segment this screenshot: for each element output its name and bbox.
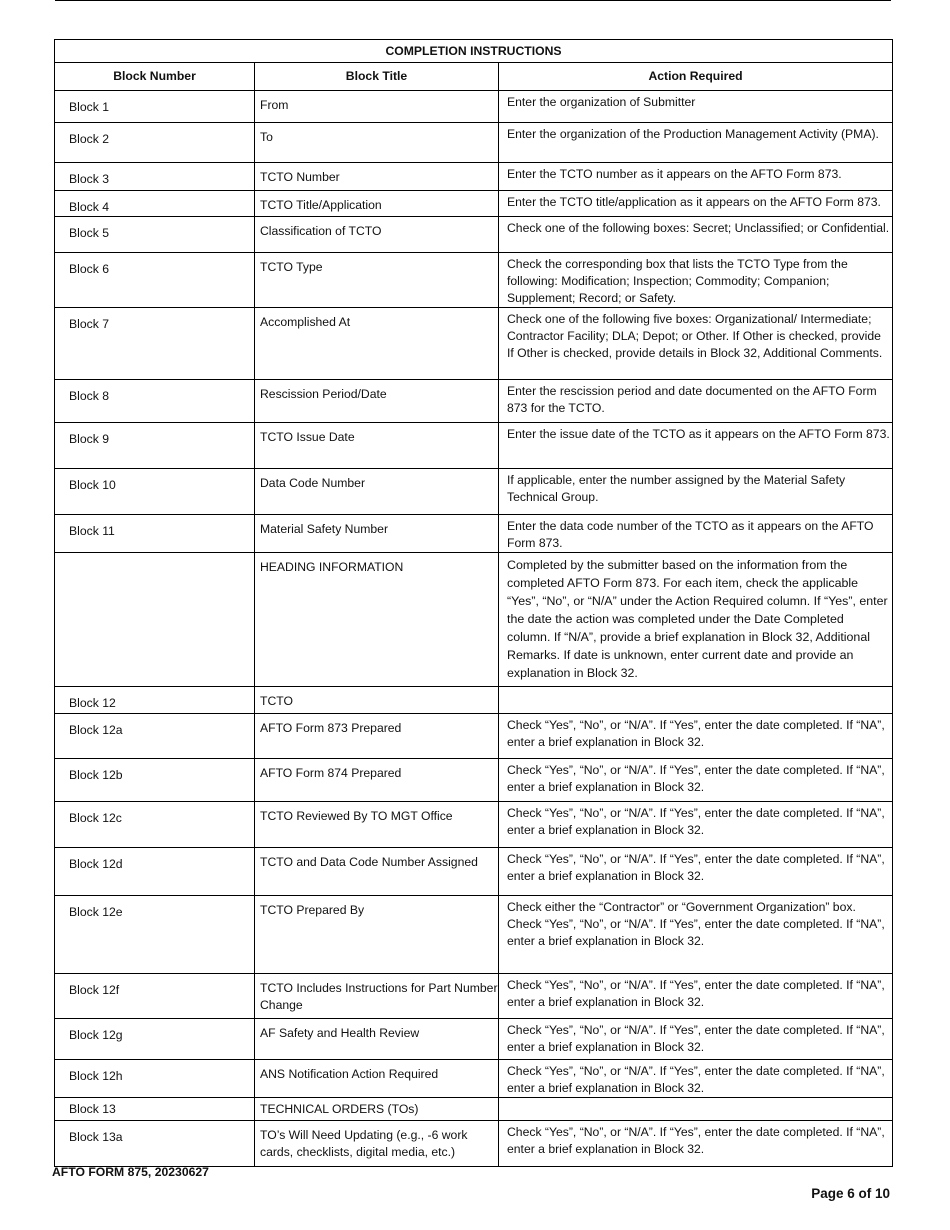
block-number: Block 2 <box>55 123 255 163</box>
form-identifier: AFTO FORM 875, 20230627 <box>52 1165 209 1179</box>
action-required <box>499 1098 893 1121</box>
table-row <box>55 253 893 308</box>
action-required: Enter the organization of the Production Management Activity (PMA). <box>499 123 893 163</box>
table-row <box>55 1098 893 1121</box>
completion-instructions-table <box>54 39 893 1167</box>
table-row <box>55 380 893 423</box>
action-required: Check one of the following boxes: Secret; Unclassified; or Confidential. <box>499 217 893 253</box>
block-number: Block 5 <box>55 217 255 253</box>
table-row <box>55 217 893 253</box>
table-row <box>55 423 893 469</box>
block-title: ANS Notification Action Required <box>255 1060 499 1098</box>
table-row <box>55 1060 893 1098</box>
action-required: Completed by the submitter based on the information from the completed AFTO Form 873. For each item, check the applicable “Yes”, “No”, or “N/A” under the Action Required column. If “Yes”, enter the date the action was completed under the Date Completed column. If “N/A”, provide a brief explanation in Block 32, Additional Remarks. If date is unknown, enter current date and provide an explanation in Block 32. <box>499 553 893 687</box>
action-required: Check “Yes”, “No”, or “N/A”. If “Yes”, enter the date completed. If “NA”, enter a brief explanation in Block 32. <box>499 1060 893 1098</box>
block-number: Block 12a <box>55 714 255 759</box>
action-required: Enter the TCTO number as it appears on the AFTO Form 873. <box>499 163 893 191</box>
block-title: From <box>255 91 499 123</box>
table-row <box>55 163 893 191</box>
block-title: TCTO Includes Instructions for Part Number Change <box>255 974 499 1019</box>
header-action-required: Action Required <box>499 63 893 91</box>
block-number: Block 4 <box>55 191 255 217</box>
block-title: Material Safety Number <box>255 515 499 553</box>
table-row <box>55 1019 893 1060</box>
block-title: TCTO <box>255 687 499 714</box>
table-row <box>55 515 893 553</box>
block-number: Block 12b <box>55 759 255 802</box>
table-row <box>55 1121 893 1167</box>
block-number: Block 12 <box>55 687 255 714</box>
block-number: Block 9 <box>55 423 255 469</box>
block-title: TCTO Type <box>255 253 499 308</box>
table-row <box>55 896 893 974</box>
block-number: Block 10 <box>55 469 255 515</box>
action-required: Enter the rescission period and date documented on the AFTO Form 873 for the TCTO. <box>499 380 893 423</box>
block-title: TO’s Will Need Updating (e.g., -6 work cards, checklists, digital media, etc.) <box>255 1121 499 1167</box>
block-number: Block 11 <box>55 515 255 553</box>
block-number: Block 3 <box>55 163 255 191</box>
block-number: Block 12c <box>55 802 255 848</box>
block-number: Block 12f <box>55 974 255 1019</box>
table-title: COMPLETION INSTRUCTIONS <box>55 40 893 63</box>
table-row <box>55 91 893 123</box>
header-row <box>55 63 893 91</box>
action-required: Check “Yes”, “No”, or “N/A”. If “Yes”, enter the date completed. If “NA”, enter a brief explanation in Block 32. <box>499 1019 893 1060</box>
table-row <box>55 714 893 759</box>
action-required: Check “Yes”, “No”, or “N/A”. If “Yes”, enter the date completed. If “NA”, enter a brief explanation in Block 32. <box>499 848 893 896</box>
table-row <box>55 191 893 217</box>
action-required: Check “Yes”, “No”, or “N/A”. If “Yes”, enter the date completed. If “NA”, enter a brief explanation in Block 32. <box>499 802 893 848</box>
block-title: AF Safety and Health Review <box>255 1019 499 1060</box>
block-title: TECHNICAL ORDERS (TOs) <box>255 1098 499 1121</box>
block-number: Block 13a <box>55 1121 255 1167</box>
block-title: AFTO Form 874 Prepared <box>255 759 499 802</box>
block-number: Block 7 <box>55 308 255 380</box>
block-number: Block 12h <box>55 1060 255 1098</box>
action-required: Check “Yes”, “No”, or “N/A”. If “Yes”, enter the date completed. If “NA”, enter a brief explanation in Block 32. <box>499 714 893 759</box>
block-title: Classification of TCTO <box>255 217 499 253</box>
action-required: Enter the issue date of the TCTO as it appears on the AFTO Form 873. <box>499 423 893 469</box>
block-number: Block 12d <box>55 848 255 896</box>
action-required: Enter the organization of Submitter <box>499 91 893 123</box>
action-required: Enter the data code number of the TCTO as it appears on the AFTO Form 873. <box>499 515 893 553</box>
table-row <box>55 848 893 896</box>
block-number: Block 8 <box>55 380 255 423</box>
block-title: TCTO Prepared By <box>255 896 499 974</box>
block-title: HEADING INFORMATION <box>255 553 499 687</box>
block-title: Data Code Number <box>255 469 499 515</box>
action-required <box>499 687 893 714</box>
block-number: Block 12e <box>55 896 255 974</box>
action-required: Check either the “Contractor” or “Government Organization” box. Check “Yes”, “No”, or “N/A”. If “Yes”, enter the date completed. If “NA”, enter a brief explanation in Block 32. <box>499 896 893 974</box>
top-rule <box>55 0 891 1</box>
table-row <box>55 308 893 380</box>
block-title: TCTO Reviewed By TO MGT Office <box>255 802 499 848</box>
table-row <box>55 687 893 714</box>
action-required: Check one of the following five boxes: Organizational/ Intermediate; Contractor Facility; DLA; Depot; or Other. If Other is checked, provide If Other is checked, provide details in Block 32, Additional Comments. <box>499 308 893 380</box>
action-required: Enter the TCTO title/application as it appears on the AFTO Form 873. <box>499 191 893 217</box>
table-row <box>55 553 893 687</box>
header-block-number: Block Number <box>55 63 255 91</box>
block-number: Block 13 <box>55 1098 255 1121</box>
table-row <box>55 802 893 848</box>
table-row <box>55 123 893 163</box>
block-number: Block 6 <box>55 253 255 308</box>
action-required: If applicable, enter the number assigned by the Material Safety Technical Group. <box>499 469 893 515</box>
action-required: Check “Yes”, “No”, or “N/A”. If “Yes”, enter the date completed. If “NA”, enter a brief explanation in Block 32. <box>499 759 893 802</box>
block-number: Block 1 <box>55 91 255 123</box>
block-title: Accomplished At <box>255 308 499 380</box>
block-title: TCTO Issue Date <box>255 423 499 469</box>
table-row <box>55 759 893 802</box>
block-title: AFTO Form 873 Prepared <box>255 714 499 759</box>
table-row <box>55 974 893 1019</box>
action-required: Check “Yes”, “No”, or “N/A”. If “Yes”, enter the date completed. If “NA”, enter a brief explanation in Block 32. <box>499 974 893 1019</box>
action-required: Check “Yes”, “No”, or “N/A”. If “Yes”, enter the date completed. If “NA”, enter a brief explanation in Block 32. <box>499 1121 893 1167</box>
block-title: TCTO and Data Code Number Assigned <box>255 848 499 896</box>
header-block-title: Block Title <box>255 63 499 91</box>
block-title: TCTO Number <box>255 163 499 191</box>
block-title: Rescission Period/Date <box>255 380 499 423</box>
action-required: Check the corresponding box that lists the TCTO Type from the following: Modification; Inspection; Commodity; Companion; Supplement; Record; or Safety. <box>499 253 893 308</box>
block-title: TCTO Title/Application <box>255 191 499 217</box>
table-row <box>55 469 893 515</box>
block-title: To <box>255 123 499 163</box>
block-number <box>55 553 255 687</box>
block-number: Block 12g <box>55 1019 255 1060</box>
page-number: Page 6 of 10 <box>811 1186 890 1201</box>
